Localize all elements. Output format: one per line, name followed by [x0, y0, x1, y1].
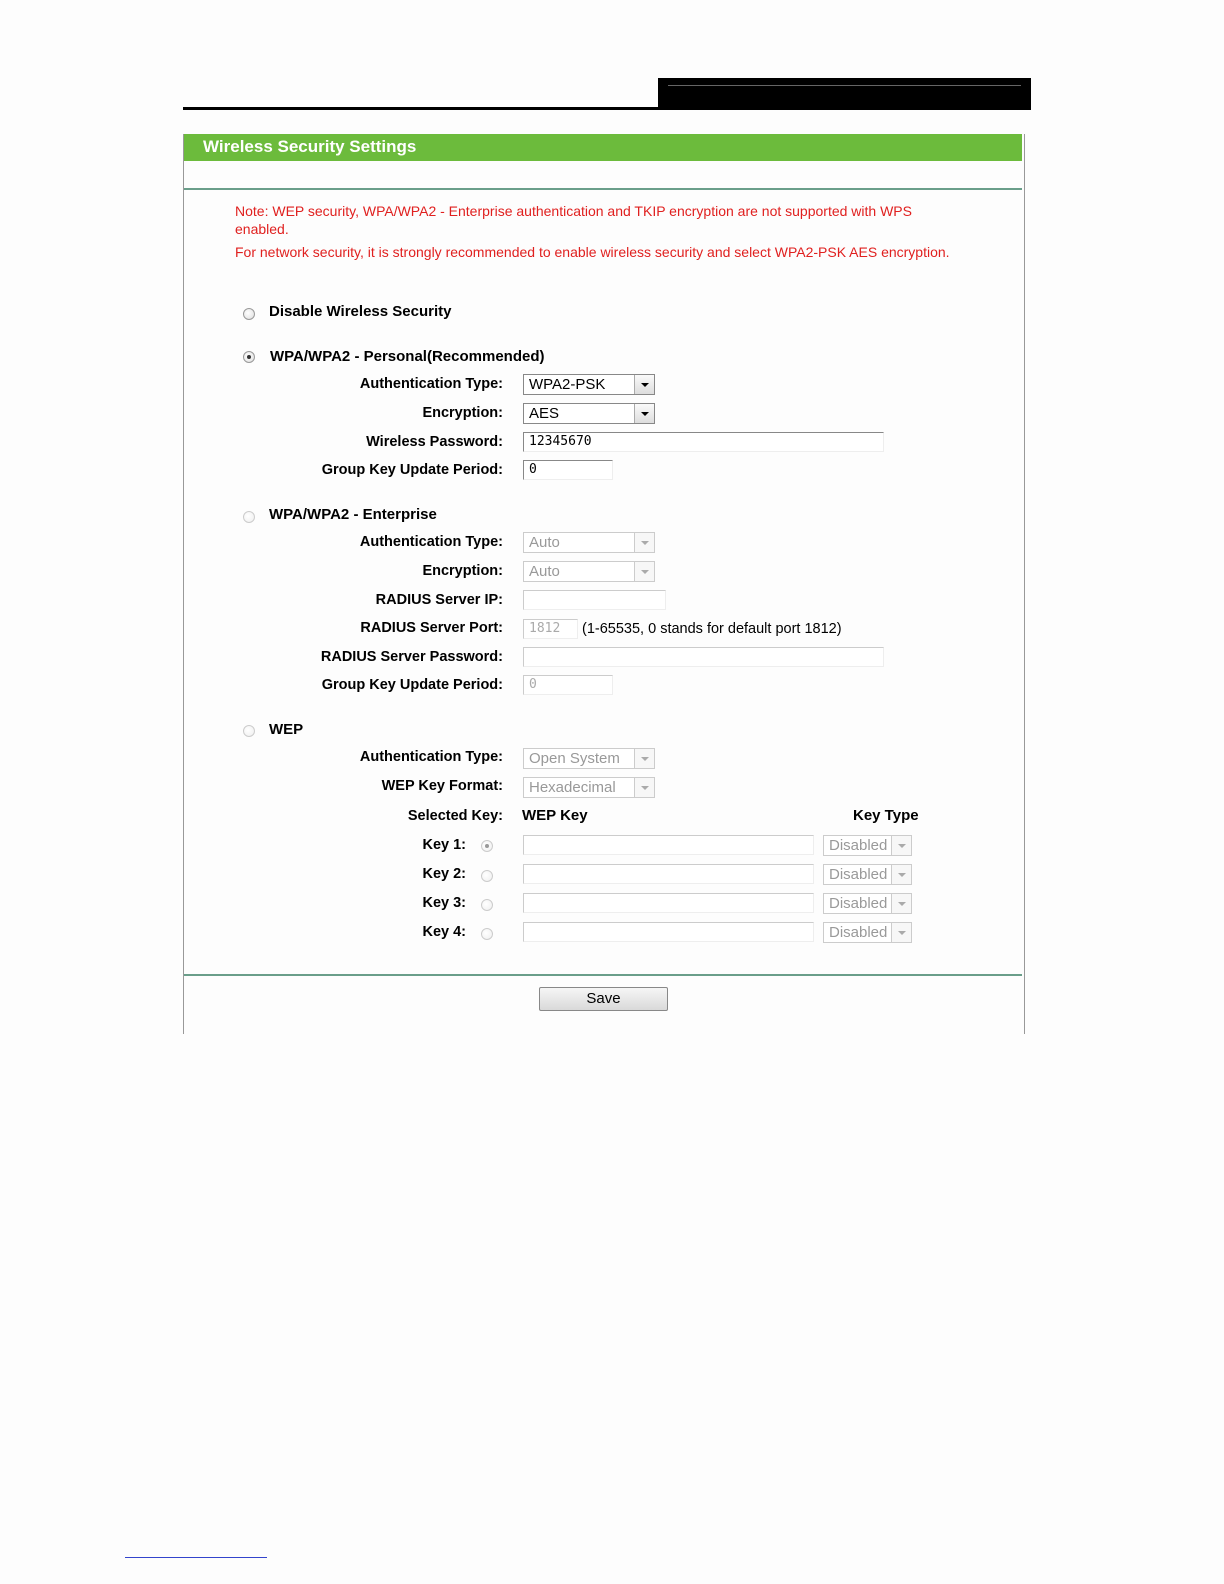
personal-group-key-label: Group Key Update Period: [321, 462, 503, 478]
radius-port-input[interactable]: 1812 [523, 619, 578, 639]
personal-radio[interactable] [243, 351, 255, 363]
wireless-security-panel [183, 134, 1025, 1034]
key-4-type-select[interactable]: Disabled [823, 922, 912, 943]
title-bar [184, 134, 1022, 161]
selected-key-label: Selected Key: [407, 808, 503, 824]
chevron-down-icon [891, 865, 911, 884]
bottom-divider [184, 974, 1022, 976]
enterprise-label: WPA/WPA2 - Enterprise [269, 506, 437, 523]
wep-radio[interactable] [243, 725, 255, 737]
enterprise-auth-type-label: Authentication Type: [359, 534, 503, 550]
chevron-down-icon [634, 533, 654, 552]
key-type-header: Key Type [853, 807, 919, 824]
radius-ip-input[interactable] [523, 590, 666, 610]
footer-link-underline [125, 1557, 267, 1558]
chevron-down-icon [891, 894, 911, 913]
chevron-down-icon [634, 562, 654, 581]
personal-group-key-input[interactable]: 0 [523, 460, 613, 480]
key-3-radio[interactable] [481, 899, 493, 911]
key-1-radio[interactable] [481, 840, 493, 852]
note-recommend: For network security, it is strongly recommended to enable wireless security and select WPA2-PSK AES encryption. [235, 244, 950, 260]
header-block [658, 78, 1031, 110]
radius-password-input[interactable] [523, 647, 884, 667]
enterprise-encryption-label: Encryption: [422, 563, 503, 579]
disable-security-label: Disable Wireless Security [269, 303, 452, 320]
personal-auth-type-label: Authentication Type: [359, 376, 503, 392]
save-button[interactable]: Save [539, 987, 668, 1011]
key-4-radio[interactable] [481, 928, 493, 940]
key-4-input[interactable] [523, 922, 814, 942]
radius-port-hint: (1-65535, 0 stands for default port 1812) [582, 621, 842, 637]
key-2-input[interactable] [523, 864, 814, 884]
enterprise-group-key-input[interactable]: 0 [523, 675, 613, 695]
chevron-down-icon [634, 749, 654, 768]
chevron-down-icon [634, 404, 654, 423]
chevron-down-icon [634, 375, 654, 394]
disable-security-radio[interactable] [243, 308, 255, 320]
key-3-type-select[interactable]: Disabled [823, 893, 912, 914]
personal-encryption-select[interactable]: AES [523, 403, 655, 424]
key-3-input[interactable] [523, 893, 814, 913]
top-divider [184, 188, 1022, 190]
wep-auth-type-label: Authentication Type: [359, 749, 503, 765]
wep-label: WEP [269, 721, 304, 738]
personal-auth-type-select[interactable]: WPA2-PSK [523, 374, 655, 395]
enterprise-encryption-select[interactable]: Auto [523, 561, 655, 582]
page-title: Wireless Security Settings [203, 137, 417, 156]
enterprise-radio[interactable] [243, 511, 255, 523]
key-2-label: Key 2: [422, 866, 466, 882]
radius-ip-label: RADIUS Server IP: [375, 592, 503, 608]
wep-key-format-select[interactable]: Hexadecimal [523, 777, 655, 798]
note-wps: Note: WEP security, WPA/WPA2 - Enterprise authentication and TKIP encryption are not supported with WPS enabled. [235, 203, 912, 237]
key-2-radio[interactable] [481, 870, 493, 882]
key-4-label: Key 4: [422, 924, 466, 940]
wep-key-format-label: WEP Key Format: [381, 778, 503, 794]
radius-password-label: RADIUS Server Password: [320, 649, 503, 665]
key-3-label: Key 3: [422, 895, 466, 911]
personal-encryption-label: Encryption: [422, 405, 503, 421]
wireless-password-label: Wireless Password: [366, 434, 503, 450]
radius-port-label: RADIUS Server Port: [360, 620, 503, 636]
enterprise-group-key-label: Group Key Update Period: [321, 677, 503, 693]
key-1-type-select[interactable]: Disabled [823, 835, 912, 856]
key-1-input[interactable] [523, 835, 814, 855]
wep-auth-type-select[interactable]: Open System [523, 748, 655, 769]
wireless-password-input[interactable]: 12345670 [523, 432, 884, 452]
key-2-type-select[interactable]: Disabled [823, 864, 912, 885]
key-1-label: Key 1: [422, 837, 466, 853]
chevron-down-icon [891, 923, 911, 942]
personal-label: WPA/WPA2 - Personal(Recommended) [270, 348, 545, 365]
chevron-down-icon [634, 778, 654, 797]
chevron-down-icon [891, 836, 911, 855]
wep-key-header: WEP Key [522, 807, 588, 824]
enterprise-auth-type-select[interactable]: Auto [523, 532, 655, 553]
